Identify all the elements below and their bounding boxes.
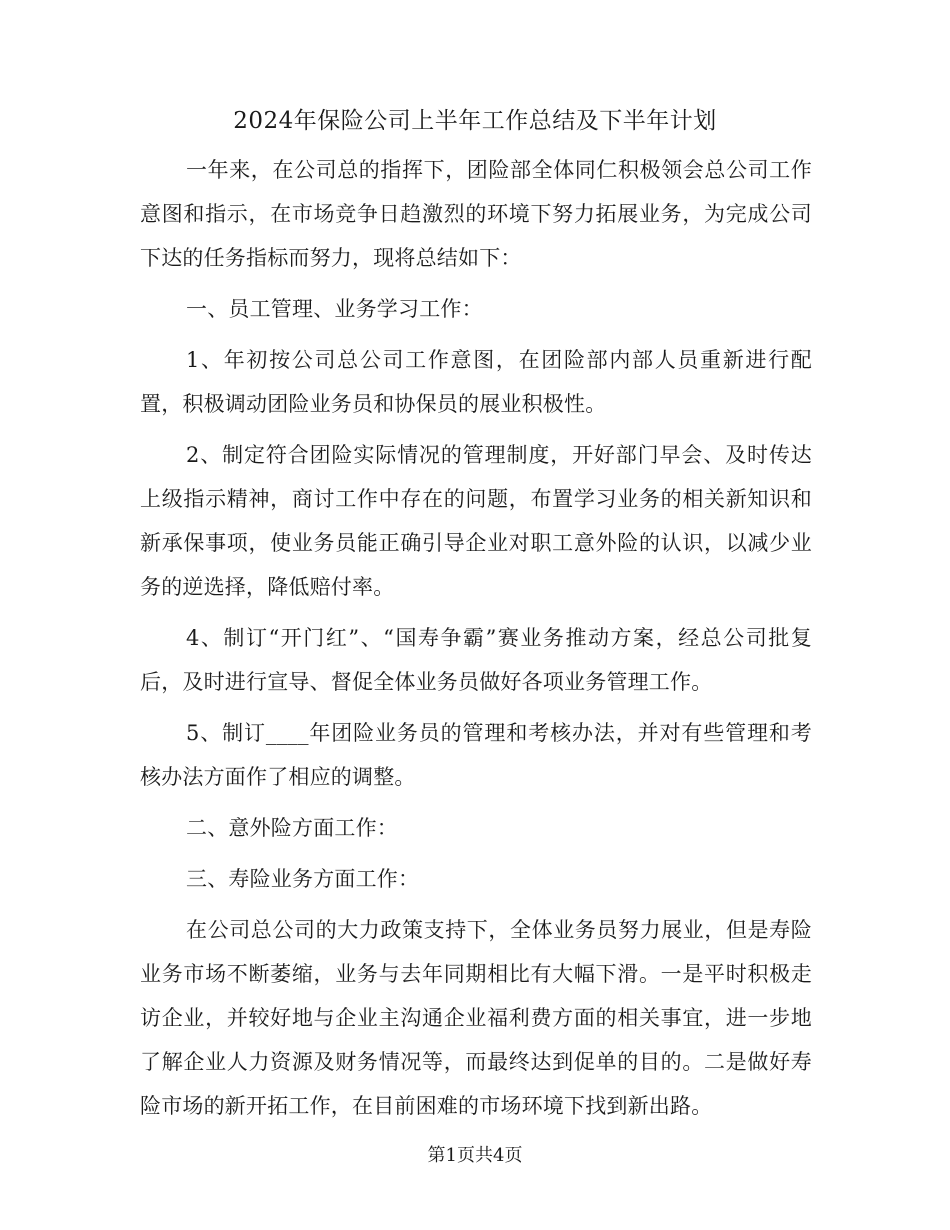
section-heading-life-insurance: 三、寿险业务方面工作： [186,867,420,891]
paragraph-item-4: 4、制订“开门红”、“国寿争霸”赛业务推动方案，经总公司批复后，及时进行宣导、督促全体业务员做好各项业务管理工作。 [140,626,812,694]
paragraph-life-insurance: 在公司总公司的大力政策支持下，全体业务员努力展业，但是寿险业务市场不断萎缩，业务与去年同期相比有大幅下滑。一是平时积极走访企业，并较好地与企业主沟通企业福利费方面的相关事宜，进一步地了解企业人力资源及财务情况等，而最终达到促单的目的。二是做好寿险市场的新开拓工作，在目前困难的市场环境下找到新出路。 [140,918,812,1118]
document-title: 2024年保险公司上半年工作总结及下半年计划 [233,108,717,134]
page-number: 第1页共4页 [427,1145,523,1166]
paragraph-item-5: 5、制订____年团险业务员的管理和考核办法，并对有些管理和考核办法方面作了相应的调整。 [140,721,812,789]
document-body [140,148,812,1135]
paragraph-intro: 一年来，在公司总的指挥下，团险部全体同仁积极领会总公司工作意图和指示，在市场竞争日趋激烈的环境下努力拓展业务，为完成公司下达的任务指标而努力，现将总结如下： [140,158,812,270]
paragraph-item-2: 2、制定符合团险实际情况的管理制度，开好部门早会、及时传达上级指示精神，商讨工作中存在的问题，布置学习业务的相关新知识和新承保事项，使业务员能正确引导企业对职工意外险的认识，以减少业务的逆选择，降低赔付率。 [140,443,812,599]
section-heading-staff-management: 一、员工管理、业务学习工作： [186,297,483,321]
section-heading-accident-insurance: 二、意外险方面工作： [186,816,398,840]
paragraph-item-1: 1、年初按公司总公司工作意图，在团险部内部人员重新进行配置，积极调动团险业务员和协保员的展业积极性。 [140,348,812,416]
